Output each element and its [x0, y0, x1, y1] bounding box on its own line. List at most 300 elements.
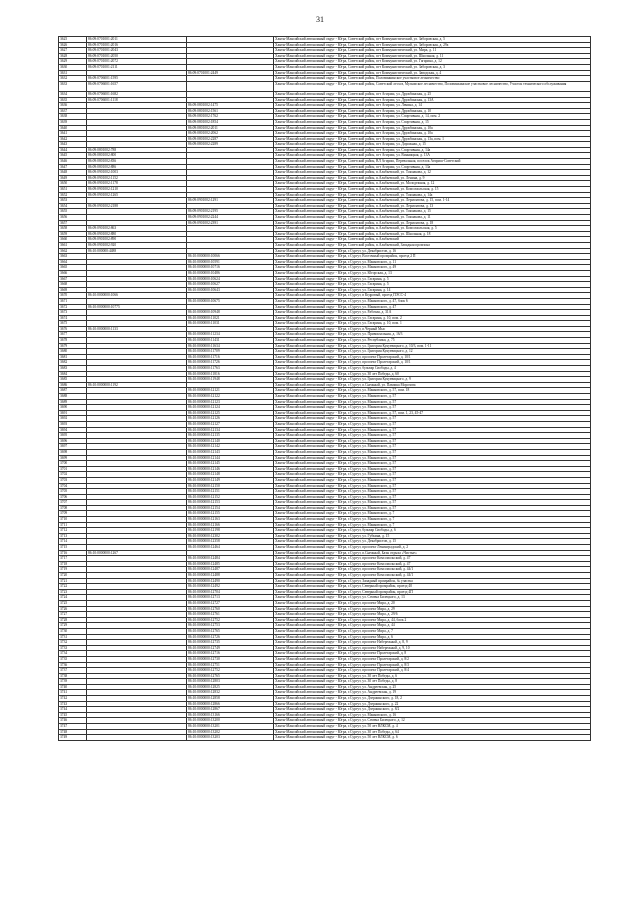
building-cadastral-number-cell: 86:10:0000000:12716 — [187, 651, 274, 657]
building-cadastral-number-cell: 86:10:0000000:12765 — [187, 628, 274, 634]
row-number-cell: 3717 — [59, 556, 87, 562]
address-cell: Ханты-Мансийский автономный округ - Югра, г.Сургут, ул. Маяковского, д. 57 — [274, 494, 591, 500]
address-cell: Ханты-Мансийский автономный округ - Югра, Советский район, пгт Коммунистический, ул. Заборовская, д. 3 — [274, 64, 591, 70]
address-cell: Ханты-Мансийский автономный округ - Югра, г.Сургут, ул. Гагарина, д. 5 — [274, 282, 591, 288]
building-cadastral-number-cell: 86:10:0000000:10643 — [187, 287, 274, 293]
row-number-cell: 3634 — [59, 91, 87, 97]
table-row — [59, 735, 591, 741]
address-cell: Ханты-Мансийский автономный округ - Югра, г.Сургут, ул. Маяковского, д. 47 — [274, 304, 591, 310]
row-number-cell: 3700 — [59, 461, 87, 467]
row-number-cell: 3653 — [59, 198, 87, 204]
address-cell: Ханты-Мансийский автономный округ - Югра, г.Сургут, проспект Пролетарский, д. 10/1 — [274, 360, 591, 366]
building-cadastral-number-cell: 86:10:0000000:11234 — [187, 332, 274, 338]
address-cell: Ханты-Мансийский автономный округ - Югра, г.Сургут, проспект Мира, д. 7 — [274, 628, 591, 634]
building-cadastral-number-cell: 86:10:0000000:12166 — [187, 522, 274, 528]
row-number-cell: 3642 — [59, 136, 87, 142]
address-cell: Ханты-Мансийский автономный округ - Югра, г.Сургут, ул. Маяковского, д. 7 — [274, 511, 591, 517]
cadastral-number-cell: 86:09:0901002:920 — [87, 242, 187, 248]
building-cadastral-number-cell: 86:10:0000000:13201 — [187, 724, 274, 730]
building-cadastral-number-cell: 86:10:0000000:12751 — [187, 662, 274, 668]
cadastral-number-cell: 86:09:0901002:1003 — [87, 170, 187, 176]
address-cell: Ханты-Мансийский автономный округ - Югра, г.Сургут, проспект Набережный, д. 9, 10 — [274, 645, 591, 651]
address-cell: Ханты-Мансийский автономный округ - Югра, Советский район, пгт Агириш, ул. Винницкая, д. 13А — [274, 153, 591, 159]
building-cadastral-number-cell: 86:10:0000000:12490 — [187, 578, 274, 584]
row-number-cell: 3673 — [59, 310, 87, 316]
building-cadastral-number-cell: 86:10:0000000:11716 — [187, 354, 274, 360]
row-number-cell: 3702 — [59, 472, 87, 478]
building-cadastral-number-cell: 86:10:0000000:11031 — [187, 321, 274, 327]
address-cell: Ханты-Мансийский автономный округ - Югра, Советский район, Половинкинское участковое лесничество — [274, 76, 591, 82]
row-number-cell: 3660 — [59, 237, 87, 243]
building-cadastral-number-cell: 86:10:0000000:12163 — [187, 517, 274, 523]
building-cadastral-number-cell: 86:10:0000000:13166 — [187, 712, 274, 718]
address-cell: Ханты-Мансийский автономный округ - Югра, г.Сургут, ул. Григория Кукуевицкого, д. 9 — [274, 377, 591, 383]
building-cadastral-number-cell: 86:10:0000000:11021 — [187, 315, 274, 321]
building-cadastral-number-cell: 86:10:0000000:10948 — [187, 310, 274, 316]
row-number-cell: 3687 — [59, 388, 87, 394]
building-cadastral-number-cell: 86:10:0000000:13200 — [187, 718, 274, 724]
address-cell: Ханты-Мансийский автономный округ - Югра, г.Сургут, ул. Маяковского, д. 11 — [274, 259, 591, 265]
row-number-cell: 3635 — [59, 97, 87, 103]
address-cell: Ханты-Мансийский автономный округ - Югра, г.Сургут, ул. Маяковского, д. 57, пом. 18 — [274, 388, 591, 394]
row-number-cell: 3685 — [59, 377, 87, 383]
address-cell: Ханты-Мансийский автономный округ - Югра, г.Сургут, ул. Маяковского, д. 57 — [274, 438, 591, 444]
row-number-cell: 3740 — [59, 684, 87, 690]
row-number-cell: 3627 — [59, 48, 87, 54]
building-cadastral-number-cell: 86:10:0000000:12198 — [187, 528, 274, 534]
row-number-cell: 3674 — [59, 315, 87, 321]
address-cell: Ханты-Мансийский автономный округ - Югра, г.Сургут, ул. Маяковского, д. 57 — [274, 483, 591, 489]
building-cadastral-number-cell: 86:10:0000000:12127 — [187, 421, 274, 427]
address-cell: Ханты-Мансийский автономный округ - Югра, Советский район, пгт Агириш, ул. Дружбинская, д. 13а, пом. 1 — [274, 136, 591, 142]
row-number-cell: 3729 — [59, 623, 87, 629]
building-cadastral-number-cell: 86:10:0000000:12760 — [187, 606, 274, 612]
row-number-cell: 3746 — [59, 718, 87, 724]
building-cadastral-number-cell: 86:10:0000000:12727 — [187, 600, 274, 606]
building-cadastral-number-cell: 86:10:0000000:12487 — [187, 567, 274, 573]
address-cell: Ханты-Мансийский автономный округ - Югра, Советский район, п.Алябьевский, Западная промзона — [274, 242, 591, 248]
address-cell: Ханты-Мансийский автономный округ - Югра, г.Сургут, ул. 30 лет Победы, д. 64 — [274, 729, 591, 735]
row-number-cell: 3675 — [59, 321, 87, 327]
building-cadastral-number-cell: 86:10:0000000:12858 — [187, 696, 274, 702]
address-cell: Ханты-Мансийский автономный округ - Югра, г.Сургут, Восточный промрайон, проезд 2 П — [274, 254, 591, 260]
row-number-cell: 3711 — [59, 522, 87, 528]
address-cell: Ханты-Мансийский автономный округ - Югра, г.Сургут, проспект Мира, д. 20 — [274, 600, 591, 606]
row-number-cell: 3636 — [59, 103, 87, 109]
address-cell: Ханты-Мансийский автономный округ - Югра, Советский район, п.Алябьевский, ул. Комсомольская, д. 5 — [274, 226, 591, 232]
building-cadastral-number-cell: 86:10:0000000:11634 — [187, 343, 274, 349]
address-cell: Ханты-Мансийский автономный округ - Югра, г.Сургут, ул. Маяковского, д. 57 — [274, 489, 591, 495]
address-cell: Ханты-Мансийский автономный округ - Югра, г.Сургут, ул. Маяковского, д. 7 — [274, 517, 591, 523]
address-cell: Ханты-Мансийский автономный округ - Югра, Советский район, п.Алябьевский, ул. Школьная, д. 18 — [274, 231, 591, 237]
row-number-cell: 3707 — [59, 500, 87, 506]
cadastral-number-cell: 86:09:0901002:1178 — [87, 181, 187, 187]
row-number-cell: 3626 — [59, 42, 87, 48]
row-number-cell: 3684 — [59, 371, 87, 377]
address-cell: Ханты-Мансийский автономный округ - Югра, г.Сургут, п.Снежный, Базы отдыха «Чистые» — [274, 550, 591, 556]
cadastral-number-cell: 86:09:0701001:2016 — [87, 42, 187, 48]
row-number-cell: 3705 — [59, 489, 87, 495]
cadastral-number-cell: 86:10:0000000:10775 — [87, 304, 187, 310]
cadastral-number-cell — [87, 735, 187, 741]
cadastral-number-cell: 86:09:0901002:880 — [87, 231, 187, 237]
row-number-cell: 3670 — [59, 293, 87, 299]
row-number-cell: 3721 — [59, 578, 87, 584]
row-number-cell: 3681 — [59, 354, 87, 360]
building-cadastral-number-cell: 86:10:0000000:11763 — [187, 366, 274, 372]
row-number-cell: 3714 — [59, 539, 87, 545]
row-number-cell: 3715 — [59, 545, 87, 551]
address-cell: Ханты-Мансийский автономный округ - Югра, Советский район, пгт Коммунистический, ул. Мира, д. 11 — [274, 48, 591, 54]
building-cadastral-number-cell: 86:10:0000000:12154 — [187, 505, 274, 511]
page-number: 31 — [316, 15, 324, 24]
address-cell: Ханты-Мансийский автономный округ - Югра, г.Сургут, ул. Маяковского, д. 47, блок 6 — [274, 298, 591, 304]
address-cell: Ханты-Мансийский автономный округ - Югра, г.Сургут, ул. Маяковского, д. 57 — [274, 472, 591, 478]
row-number-cell: 3741 — [59, 690, 87, 696]
building-cadastral-number-cell: 86:10:0000000:11948 — [187, 377, 274, 383]
address-cell: Ханты-Мансийский автономный округ - Югра, Советский район, пгт Агириш, ул. Дружбинская, д. 13А — [274, 97, 591, 103]
row-number-cell: 3723 — [59, 589, 87, 595]
building-cadastral-number-cell: 86:10:0000000:12124 — [187, 405, 274, 411]
row-number-cell: 3730 — [59, 628, 87, 634]
building-cadastral-number-cell: 86:10:0000000:11709 — [187, 349, 274, 355]
address-cell: Ханты-Мансийский автономный округ - Югра, г.Сургут, п.Черный Мыс — [274, 326, 591, 332]
row-number-cell: 3749 — [59, 735, 87, 741]
row-number-cell: 3722 — [59, 584, 87, 590]
address-cell: Ханты-Мансийский автономный округ - Югра, Советский район, пгт Агириш, ул. Дружбинская, д. 25 — [274, 91, 591, 97]
row-number-cell: 3652 — [59, 192, 87, 198]
building-cadastral-number-cell: 86:09:0701001:2449 — [187, 70, 274, 76]
address-cell: Ханты-Мансийский автономный округ - Югра, г.Сургут, Северный промрайон, проезд 4П — [274, 589, 591, 595]
address-cell: Ханты-Мансийский автономный округ - Югра, г.Сургут, ул. Андреевская, д. 19 — [274, 690, 591, 696]
row-number-cell: 3668 — [59, 282, 87, 288]
row-number-cell: 3662 — [59, 248, 87, 254]
address-cell: Ханты-Мансийский автономный округ - Югра, г.Сургут, ул. Маяковского, д. 57 — [274, 477, 591, 483]
building-cadastral-number-cell: 86:10:0000000:12761 — [187, 612, 274, 618]
row-number-cell: 3737 — [59, 668, 87, 674]
address-cell: Ханты-Мансийский автономный округ - Югра, г.Сургут, Западный промрайон, № участка — [274, 578, 591, 584]
building-cadastral-number-cell: 86:10:0000000:12753 — [187, 623, 274, 629]
building-cadastral-number-cell: 86:10:0000000:12142 — [187, 444, 274, 450]
row-number-cell: 3649 — [59, 175, 87, 181]
row-number-cell: 3689 — [59, 399, 87, 405]
address-cell: Ханты-Мансийский автономный округ - Югра, г.Сургут, ул. Маяковского, д. 57 — [274, 500, 591, 506]
address-cell: Ханты-Мансийский автономный округ - Югра, Советский район, п.Алябьевский, ул. Лермонтова, д. 18 — [274, 220, 591, 226]
row-number-cell: 3736 — [59, 662, 87, 668]
row-number-cell: 3645 — [59, 153, 87, 159]
row-number-cell: 3704 — [59, 483, 87, 489]
building-cadastral-number-cell: 86:10:0000000:12749 — [187, 645, 274, 651]
cadastral-number-cell: 86:10:0000000:1267 — [87, 550, 187, 556]
row-number-cell: 3697 — [59, 444, 87, 450]
building-cadastral-number-cell: 86:09:0901002:1291 — [187, 198, 274, 204]
address-cell: Ханты-Мансийский автономный округ - Югра, г.Сургут, проспект Пролетарский, д. 8/4 — [274, 668, 591, 674]
address-cell: Ханты-Мансийский автономный округ - Югра, Советский район, пгт Агириш, ул. Спортивная, д. 14, пом. 2 — [274, 114, 591, 120]
address-cell: Ханты-Мансийский автономный округ - Югра, г.Сургут, ул. 30 лет Победы, д. 60 — [274, 371, 591, 377]
address-cell: Ханты-Мансийский автономный округ - Югра, г.Сургут, ул. Маяковского, д. 57 — [274, 449, 591, 455]
address-cell: Ханты-Мансийский автономный округ - Югра, г.Сургут, ул. Семена Билецкого, д. 13 — [274, 595, 591, 601]
cadastral-number-cell: 86:10:0000000:1133 — [87, 326, 187, 332]
building-cadastral-number-cell: 86:10:0000000:12153 — [187, 500, 274, 506]
address-cell: Ханты-Мансийский автономный округ - Югра, Советский район, п.Алябьевский, ул. Токмакова, д. 12 — [274, 170, 591, 176]
building-cadastral-number-cell: 86:10:0000000:12484 — [187, 556, 274, 562]
building-cadastral-number-cell: 86:10:0000000:12704 — [187, 589, 274, 595]
cadastral-number-cell: 86:09:0801002:836 — [87, 159, 187, 165]
address-cell: Ханты-Мансийский автономный округ - Югра, г.Сургут, ул. Маяковского, д. 7 — [274, 522, 591, 528]
address-cell: Ханты-Мансийский автономный округ - Югра, г.Сургут, ул. Республики, д. 75 — [274, 338, 591, 344]
row-number-cell: 3716 — [59, 550, 87, 556]
building-cadastral-number-cell: 86:10:0000000:12726 — [187, 634, 274, 640]
building-cadastral-number-cell: 86:10:0000000:12867 — [187, 707, 274, 713]
row-number-cell: 3671 — [59, 298, 87, 304]
building-cadastral-number-cell: 86:10:0000000:12135 — [187, 433, 274, 439]
row-number-cell: 3654 — [59, 203, 87, 209]
row-number-cell: 3630 — [59, 64, 87, 70]
address-cell: Ханты-Мансийский автономный округ - Югра, г.Сургут, ул. Андреевская, д. 25 — [274, 684, 591, 690]
address-cell: Ханты-Мансийский автономный округ - Югра, Советский район, п.Алябьевский, ул. Токмакова, д. 15 — [274, 209, 591, 215]
address-cell: Ханты-Мансийский автономный округ - Югра, Советский район, п.Алябьевский, ул. Токмакова, д. 11 — [274, 215, 591, 221]
row-number-cell: 3738 — [59, 673, 87, 679]
building-cadastral-number-cell: 86:10:0000000:11726 — [187, 360, 274, 366]
row-number-cell: 3663 — [59, 254, 87, 260]
building-cadastral-number-cell: 86:10:0000000:13202 — [187, 729, 274, 735]
address-cell: Ханты-Мансийский автономный округ - Югра, Советский район, пгт Агириш, ул. Дорожная, д. 15 — [274, 142, 591, 148]
building-cadastral-number-cell: 86:10:0000000:12752 — [187, 668, 274, 674]
building-cadastral-number-cell: 86:10:0000000:10591 — [187, 259, 274, 265]
building-cadastral-number-cell: 86:10:0000000:12145 — [187, 461, 274, 467]
cadastral-number-cell: 86:09:0701001:2111 — [87, 64, 187, 70]
building-cadastral-number-cell: 86:09:0901002:2244 — [187, 215, 274, 221]
address-cell: Ханты-Мансийский автономный округ - Югра, г.Сургут, ул. Декабристов, д. 16 — [274, 248, 591, 254]
address-cell: Ханты-Мансийский автономный округ - Югра, Советский район, п.Алябьевский, ул. Лермонтова, д. 13 — [274, 203, 591, 209]
row-number-cell: 3683 — [59, 366, 87, 372]
row-number-cell: 3679 — [59, 343, 87, 349]
row-number-cell: 3682 — [59, 360, 87, 366]
cadastral-number-cell: 86:10:0000000:1066 — [87, 293, 187, 299]
building-cadastral-number-cell: 86:09:0901002:2391 — [187, 220, 274, 226]
address-cell: Ханты-Мансийский автономный округ - Югра, Советский район, пгт Агириш, ул. Дружбинская, д. 10а — [274, 131, 591, 137]
building-cadastral-number-cell: 86:10:0000000:12144 — [187, 455, 274, 461]
cadastral-number-cell: 86:09:0901002:1152 — [87, 175, 187, 181]
address-cell: Ханты-Мансийский автономный округ - Югра, г.Сургут, ул. 30 лет Победы, д. 8 — [274, 679, 591, 685]
address-cell: Ханты-Мансийский автономный округ - Югра, г.Сургут, проспект Набережный, д. 8, 9 — [274, 640, 591, 646]
row-number-cell: 3661 — [59, 242, 87, 248]
address-cell: Ханты-Мансийский автономный округ - Югра, г.Сургут, ул. Гагарина, д. 14 — [274, 287, 591, 293]
cadastral-number-cell: 86:09:0901002:2188 — [87, 203, 187, 209]
cadastral-number-cell: 86:10:0000000:1192 — [87, 382, 187, 388]
row-number-cell: 3650 — [59, 181, 87, 187]
address-cell: Ханты-Мансийский автономный округ - Югра, г.Сургут, ул. Гагарина, д. 10, пом. 2 — [274, 315, 591, 321]
row-number-cell: 3744 — [59, 707, 87, 713]
address-cell: Ханты-Мансийский автономный округ - Югра, Советский район, п.Алябьевский, ул. Молодежная, д. 12 — [274, 181, 591, 187]
row-number-cell: 3709 — [59, 511, 87, 517]
building-cadastral-number-cell: 86:10:0000000:10624 — [187, 276, 274, 282]
building-cadastral-number-cell: 86:10:0000000:12752 — [187, 617, 274, 623]
row-number-cell: 3628 — [59, 53, 87, 59]
building-cadastral-number-cell: 86:10:0000000:12488 — [187, 573, 274, 579]
address-cell: Ханты-Мансийский автономный округ - Югра, г.Сургут, проспект Комсомольский, д. 44/1 — [274, 567, 591, 573]
address-cell: Ханты-Мансийский автономный округ - Югра, Советский район, пгт Коммунистический, ул. Гагарина, д. 12 — [274, 59, 591, 65]
address-cell: Ханты-Мансийский автономный округ - Югра, г.Сургут, ул. Маяковского, д. 57 — [274, 466, 591, 472]
row-number-cell: 3720 — [59, 573, 87, 579]
row-number-cell: 3655 — [59, 209, 87, 215]
cadastral-number-cell: 86:09:0706001:1595 — [87, 76, 187, 82]
register-table — [58, 36, 591, 741]
row-number-cell: 3727 — [59, 612, 87, 618]
address-cell: Ханты-Мансийский автономный округ - Югра, Советский район, пгт Агириш, ул. Ленина, д. 14 — [274, 103, 591, 109]
building-cadastral-number-cell: 86:10:0000000:10675 — [187, 298, 274, 304]
address-cell: Ханты-Мансийский автономный округ - Югра, Советский район, п.Алябьевский, ул. Комсомольская, д. 15 — [274, 187, 591, 193]
address-cell: Ханты-Мансийский автономный округ - Югра, г.Сургут, ул. Маяковского, д. 49 — [274, 265, 591, 271]
row-number-cell: 3639 — [59, 119, 87, 125]
address-cell: Ханты-Мансийский автономный округ - Югра, Советский район, пгт Агириш, ул. Дружбинская, д. 10 — [274, 108, 591, 114]
row-number-cell: 3667 — [59, 276, 87, 282]
address-cell: Ханты-Мансийский автономный округ - Югра, г.Сургут, ул. Декабристов, д. 15 — [274, 539, 591, 545]
building-cadastral-number-cell: 86:09:0801002:2062 — [187, 131, 274, 137]
row-number-cell: 3695 — [59, 433, 87, 439]
address-cell: Ханты-Мансийский автономный округ - Югра, г.Сургут, ул. Маяковского, д. 57 — [274, 433, 591, 439]
address-cell: Ханты-Мансийский автономный округ - Югра, г.Сургут, проспект Комсомольский, д. 47 — [274, 561, 591, 567]
row-number-cell: 3699 — [59, 455, 87, 461]
building-cadastral-number-cell: 86:09:0901002:2195 — [187, 209, 274, 215]
row-number-cell: 3641 — [59, 131, 87, 137]
building-cadastral-number-cell: 86:10:0000000:12152 — [187, 494, 274, 500]
building-cadastral-number-cell: 86:10:0000000:12148 — [187, 472, 274, 478]
row-number-cell: 3694 — [59, 427, 87, 433]
row-number-cell: 3664 — [59, 259, 87, 265]
address-cell: Ханты-Мансийский автономный округ - Югра, г.Сургут, проспект Комсомольский, д. 44/1 — [274, 573, 591, 579]
address-cell: Ханты-Мансийский автономный округ - Югра, г.Сургут, ул. Маяковского, д. 16 — [274, 712, 591, 718]
address-cell: Ханты-Мансийский автономный округ - Югра, г.Сургут, ул. Губкина, д. 15 — [274, 533, 591, 539]
cadastral-number-cell: 86:10:000000:4488 — [87, 248, 187, 254]
address-cell: Ханты-Мансийский автономный округ - Югра, Советский район, пгт Коммунистический, ул. Школьная, д. 11 — [274, 53, 591, 59]
table-row — [59, 81, 591, 91]
row-number-cell: 3725 — [59, 600, 87, 606]
address-cell: Ханты-Мансийский автономный округ - Югра, г.Сургут, ул. Маяковского, д. 57 — [274, 394, 591, 400]
building-cadastral-number-cell: 86:10:0000000:12121 — [187, 388, 274, 394]
building-cadastral-number-cell: 86:10:0000000:13203 — [187, 735, 274, 741]
row-number-cell: 3631 — [59, 70, 87, 76]
building-cadastral-number-cell: 86:10:0000000:12151 — [187, 489, 274, 495]
register-table-body — [59, 37, 591, 741]
address-cell: Ханты-Мансийский автономный округ - Югра, г.Сургут, проспект Мира, д. 29 — [274, 606, 591, 612]
address-cell: Ханты-Мансийский автономный округ - Югра, г.Сургут, ул. Дзержинского, д. 22 — [274, 701, 591, 707]
cadastral-number-cell: 86:09:0901002:863 — [87, 226, 187, 232]
address-cell: Ханты-Мансийский автономный округ - Югра, г.Сургут, проспект Ленинградский, д. 2 — [274, 545, 591, 551]
row-number-cell: 3638 — [59, 114, 87, 120]
cadastral-number-cell: 86:09:0901002:1265 — [87, 192, 187, 198]
address-cell: Ханты-Мансийский автономный округ - Югра, г.Сургут, проспект Мира, д. 44 — [274, 623, 591, 629]
row-number-cell: 3647 — [59, 164, 87, 170]
address-cell: Ханты-Мансийский автономный округ - Югра, г.Сургут, ул. Рабочая, д. 31А — [274, 310, 591, 316]
building-cadastral-number-cell: 86:10:0000000:10486 — [187, 270, 274, 276]
building-cadastral-number-cell: 86:10:0000000:12464 — [187, 545, 274, 551]
address-cell: Ханты-Мансийский автономный округ - Югра, г.Сургут, ул. Маяковского, д. 57 — [274, 399, 591, 405]
address-cell: Ханты-Мансийский автономный округ - Югра, г.Сургут, ул. Маяковского, д. 57 — [274, 455, 591, 461]
address-cell: Ханты-Мансийский автономный округ - Югра, г.Сургут, проспект Мира, д. 44, блок 2 — [274, 617, 591, 623]
row-number-cell: 3688 — [59, 394, 87, 400]
cadastral-number-cell: 86:09:0706001:1682 — [87, 91, 187, 97]
row-number-cell: 3651 — [59, 187, 87, 193]
address-cell: Ханты-Мансийский автономный округ - Югра, Советский район, пгт Коммунистический, ул. Заборовская, д. 5 — [274, 37, 591, 43]
building-cadastral-number-cell: 86:09:0801002:2011 — [187, 125, 274, 131]
row-number-cell: 3658 — [59, 226, 87, 232]
building-cadastral-number-cell: 86:10:0000000:12146 — [187, 466, 274, 472]
address-cell: Ханты-Мансийский автономный округ - Югра, г.Сургут, ул. Гагарина, д. 5 — [274, 276, 591, 282]
row-number-cell: 3713 — [59, 533, 87, 539]
building-cadastral-number-cell: 86:10:0000000:12866 — [187, 701, 274, 707]
cadastral-number-cell: 86:09:0706001:1657 — [87, 81, 187, 91]
cadastral-number-cell: 86:09:0901002:1210 — [87, 187, 187, 193]
building-cadastral-number-cell — [187, 81, 274, 91]
row-number-cell: 3633 — [59, 81, 87, 91]
building-cadastral-number-cell: 86:09:0801002:2287 — [187, 136, 274, 142]
address-cell: Ханты-Мансийский автономный округ - Югра, г.Сургут, ул. Дзержинского, д. 8/2 — [274, 707, 591, 713]
row-number-cell: 3648 — [59, 170, 87, 176]
row-number-cell: 3732 — [59, 640, 87, 646]
row-number-cell: 3686 — [59, 382, 87, 388]
address-cell: Ханты-Мансийский автономный округ - Югра, г.Сургут, бульвар Свободы, д. 6 — [274, 528, 591, 534]
row-number-cell: 3747 — [59, 724, 87, 730]
address-cell: Ханты-Мансийский автономный округ - Югра, г.Сургут, проспект Мира, д. 29/6 — [274, 612, 591, 618]
address-cell: Ханты-Мансийский автономный округ - Югра, Советский район, ВЛ Агириш, Перевальная, поселок Агириш-Советский — [274, 159, 591, 165]
row-number-cell: 3640 — [59, 125, 87, 131]
address-cell: Ханты-Мансийский автономный округ - Югра, г.Сургут, в Кедровый, проезд ПЭСС-4 — [274, 293, 591, 299]
address-cell: Ханты-Мансийский автономный округ - Югра, г.Сургут, ул. Гагарина, д. 10, пом. 1 — [274, 321, 591, 327]
building-cadastral-number-cell: 86:10:0000000:12150 — [187, 483, 274, 489]
row-number-cell: 3666 — [59, 270, 87, 276]
address-cell: Ханты-Мансийский автономный округ - Югра, г.Сургут, ул. Маяковского, д. 57 — [274, 421, 591, 427]
row-number-cell: 3672 — [59, 304, 87, 310]
row-number-cell: 3665 — [59, 265, 87, 271]
row-number-cell: 3637 — [59, 108, 87, 114]
building-cadastral-number-cell: 86:10:0000000:12492 — [187, 584, 274, 590]
address-cell: Ханты-Мансийский автономный округ - Югра, г.Сургут, ул. Маяковского, д. 57 — [274, 461, 591, 467]
building-cadastral-number-cell: 86:10:0000000:12122 — [187, 394, 274, 400]
row-number-cell: 3692 — [59, 416, 87, 422]
address-cell: Ханты-Мансийский автономный округ - Югра, г.Сургут, ул. Григория Кукуевицкого, д. 12 — [274, 349, 591, 355]
building-cadastral-number-cell: 86:10:0000000:12825 — [187, 684, 274, 690]
row-number-cell: 3728 — [59, 617, 87, 623]
row-number-cell: 3659 — [59, 231, 87, 237]
address-cell: Ханты-Мансийский автономный округ - Югра, Советский район, пгт Агириш, ул. Спортивная, д. 14а — [274, 147, 591, 153]
address-cell: Ханты-Мансийский автономный округ - Югра, г.Сургут, ул. Дзержинского, д. 18, 2 — [274, 696, 591, 702]
address-cell: Ханты-Мансийский автономный округ - Югра, г.Сургут, п.Снежный, ул. Павлика Морозова — [274, 382, 591, 388]
building-cadastral-number-cell: 86:10:0000000:11431 — [187, 338, 274, 344]
row-number-cell: 3693 — [59, 421, 87, 427]
address-cell: Ханты-Мансийский автономный округ - Югра, г.Сургут, ул. Григория Кукуевицкого, д. 10/3, пом. 1-11 — [274, 343, 591, 349]
row-number-cell: 3719 — [59, 567, 87, 573]
address-cell: Ханты-Мансийский автономный округ - Югра, Советский район, пгт Агириш, ул. Спортивная, д. 13а — [274, 164, 591, 170]
row-number-cell: 3678 — [59, 338, 87, 344]
row-number-cell: 3656 — [59, 215, 87, 221]
address-cell: Ханты-Мансийский автономный округ - Югра, г.Сургут, проспект Комсомольский, д. 47 — [274, 556, 591, 562]
row-number-cell: 3708 — [59, 505, 87, 511]
address-cell: Ханты-Мансийский автономный округ - Югра, г.Сургут, проспект Пролетарский, д. 8/2 — [274, 656, 591, 662]
row-number-cell: 3690 — [59, 405, 87, 411]
address-cell: Ханты-Мансийский автономный округ - Югра, г.Сургут, ул. Семена Билецкого, д. 12 — [274, 718, 591, 724]
row-number-cell: 3748 — [59, 729, 87, 735]
row-number-cell: 3735 — [59, 656, 87, 662]
row-number-cell: 3739 — [59, 679, 87, 685]
building-cadastral-number-cell: 86:10:0000000:10066 — [187, 254, 274, 260]
building-cadastral-number-cell: 86:10:0000000:12730 — [187, 656, 274, 662]
address-cell: Ханты-Мансийский автономный округ - Югра, Советский район, п.Алябьевский, ул. Лермонтова, д. 15, пом. 1-14 — [274, 198, 591, 204]
address-cell: Ханты-Мансийский автономный округ - Югра, г.Сургут, ул. 30 лет Победы, д. 6 — [274, 673, 591, 679]
building-cadastral-number-cell: 86:10:0000000:12485 — [187, 561, 274, 567]
address-cell: Ханты-Мансийский автономный округ - Югра, Советский район, пгт Агириш, ул. Спортивная, д. 15 — [274, 119, 591, 125]
cadastral-number-cell: 86:09:0701001:2011 — [87, 37, 187, 43]
